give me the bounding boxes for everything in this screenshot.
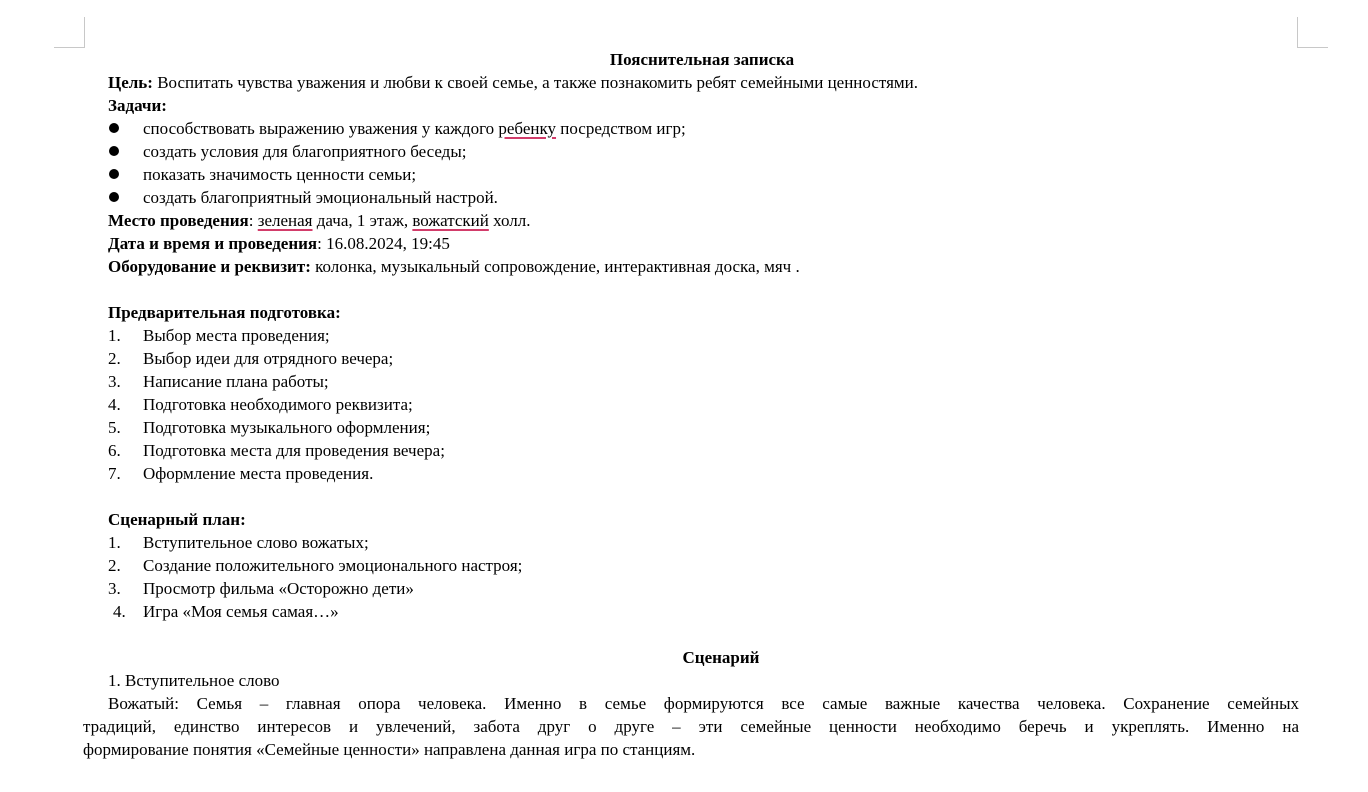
task-item (108, 163, 416, 186)
bullet-icon (109, 192, 119, 202)
goal-label: Цель: (108, 73, 153, 92)
spelling-error[interactable]: ребенку (498, 119, 557, 138)
datetime-label: Дата и время и проведения (108, 234, 318, 253)
list-number: 4. (113, 602, 126, 621)
task-text: посредством игр; (556, 119, 686, 138)
list-number: 3. (108, 579, 121, 598)
task-item (108, 117, 686, 140)
list-number: 1. (108, 326, 121, 345)
task-text: создать благоприятный эмоциональный настрой. (143, 188, 498, 207)
goal-line (108, 71, 918, 94)
list-number: 2. (108, 349, 121, 368)
document-title: Пояснительная записка (609, 50, 795, 69)
list-item-text: Игра «Моя семья самая…» (143, 602, 339, 621)
venue-separator: : (248, 211, 258, 230)
list-item-text: Оформление места проведения. (143, 464, 374, 483)
bullet-icon (109, 169, 119, 179)
list-item (108, 439, 445, 462)
list-item (108, 370, 329, 393)
task-item (108, 140, 466, 163)
list-item (108, 577, 414, 600)
list-number: 4. (108, 395, 121, 414)
scenario-title: Сценарий (682, 648, 760, 667)
task-text: показать значимость ценности семьи; (143, 165, 417, 184)
scenario-intro-heading: 1. Вступительное слово (108, 671, 280, 690)
list-item-text: Написание плана работы; (143, 372, 329, 391)
list-item (108, 462, 373, 485)
list-number: 7. (108, 464, 121, 483)
equipment-label: Оборудование и реквизит: (108, 257, 311, 276)
list-item-text: Просмотр фильма «Осторожно дети» (143, 579, 414, 598)
list-item-text: Подготовка необходимого реквизита; (143, 395, 413, 414)
paragraph-line: традиций, единство интересов и увлечений, забота друг о друге – эти семейные ценности необходимо беречь и укреплять. Именно на (83, 717, 1299, 736)
task-text: создать условия для благоприятного беседы; (143, 142, 467, 161)
list-item-text: Создание положительного эмоционального настроя; (143, 556, 523, 575)
paragraph-line: Вожатый: Семья – главная опора человека. Именно в семье формируются все самые важные качества человека. Сохранение семейных (108, 694, 1299, 713)
venue-text: холл. (488, 211, 531, 230)
list-number: 3. (108, 372, 121, 391)
paragraph-line: формирование понятия «Семейные ценности» направлена данная игра по станциям. (83, 740, 696, 759)
datetime-text: : 16.08.2024, 19:45 (317, 234, 450, 253)
plan-heading: Сценарный план: (108, 510, 246, 529)
equipment-text: колонка, музыкальный сопровождение, интерактивная доска, мяч . (310, 257, 800, 276)
list-number: 5. (108, 418, 121, 437)
task-item (108, 186, 498, 209)
list-item-text: Выбор места проведения; (143, 326, 330, 345)
venue-text: дача, 1 этаж, (312, 211, 413, 230)
list-number: 6. (108, 441, 121, 460)
venue-line (108, 209, 530, 232)
list-item-text: Подготовка места для проведения вечера; (143, 441, 445, 460)
list-item (108, 416, 430, 439)
equipment-line (108, 255, 800, 278)
list-item (108, 324, 330, 347)
list-item (108, 393, 413, 416)
list-item (108, 554, 522, 577)
list-item-text: Вступительное слово вожатых; (143, 533, 369, 552)
tasks-label: Задачи: (108, 96, 167, 115)
list-item-text: Подготовка музыкального оформления; (143, 418, 431, 437)
spelling-error[interactable]: зеленая (257, 211, 313, 230)
list-item (113, 600, 339, 623)
datetime-line (108, 232, 450, 255)
list-item-text: Выбор идеи для отрядного вечера; (143, 349, 394, 368)
list-item (108, 347, 393, 370)
bullet-icon (109, 146, 119, 156)
list-number: 1. (108, 533, 121, 552)
bullet-icon (109, 123, 119, 133)
preparation-heading: Предварительная подготовка: (108, 303, 341, 322)
list-number: 2. (108, 556, 121, 575)
goal-text: Воспитать чувства уважения и любви к своей семье, а также познакомить ребят семейными ценностями. (152, 73, 919, 92)
list-item (108, 531, 369, 554)
task-text: способствовать выражению уважения у каждого (143, 119, 499, 138)
spelling-error[interactable]: вожатский (412, 211, 489, 230)
venue-label: Место проведения (108, 211, 249, 230)
